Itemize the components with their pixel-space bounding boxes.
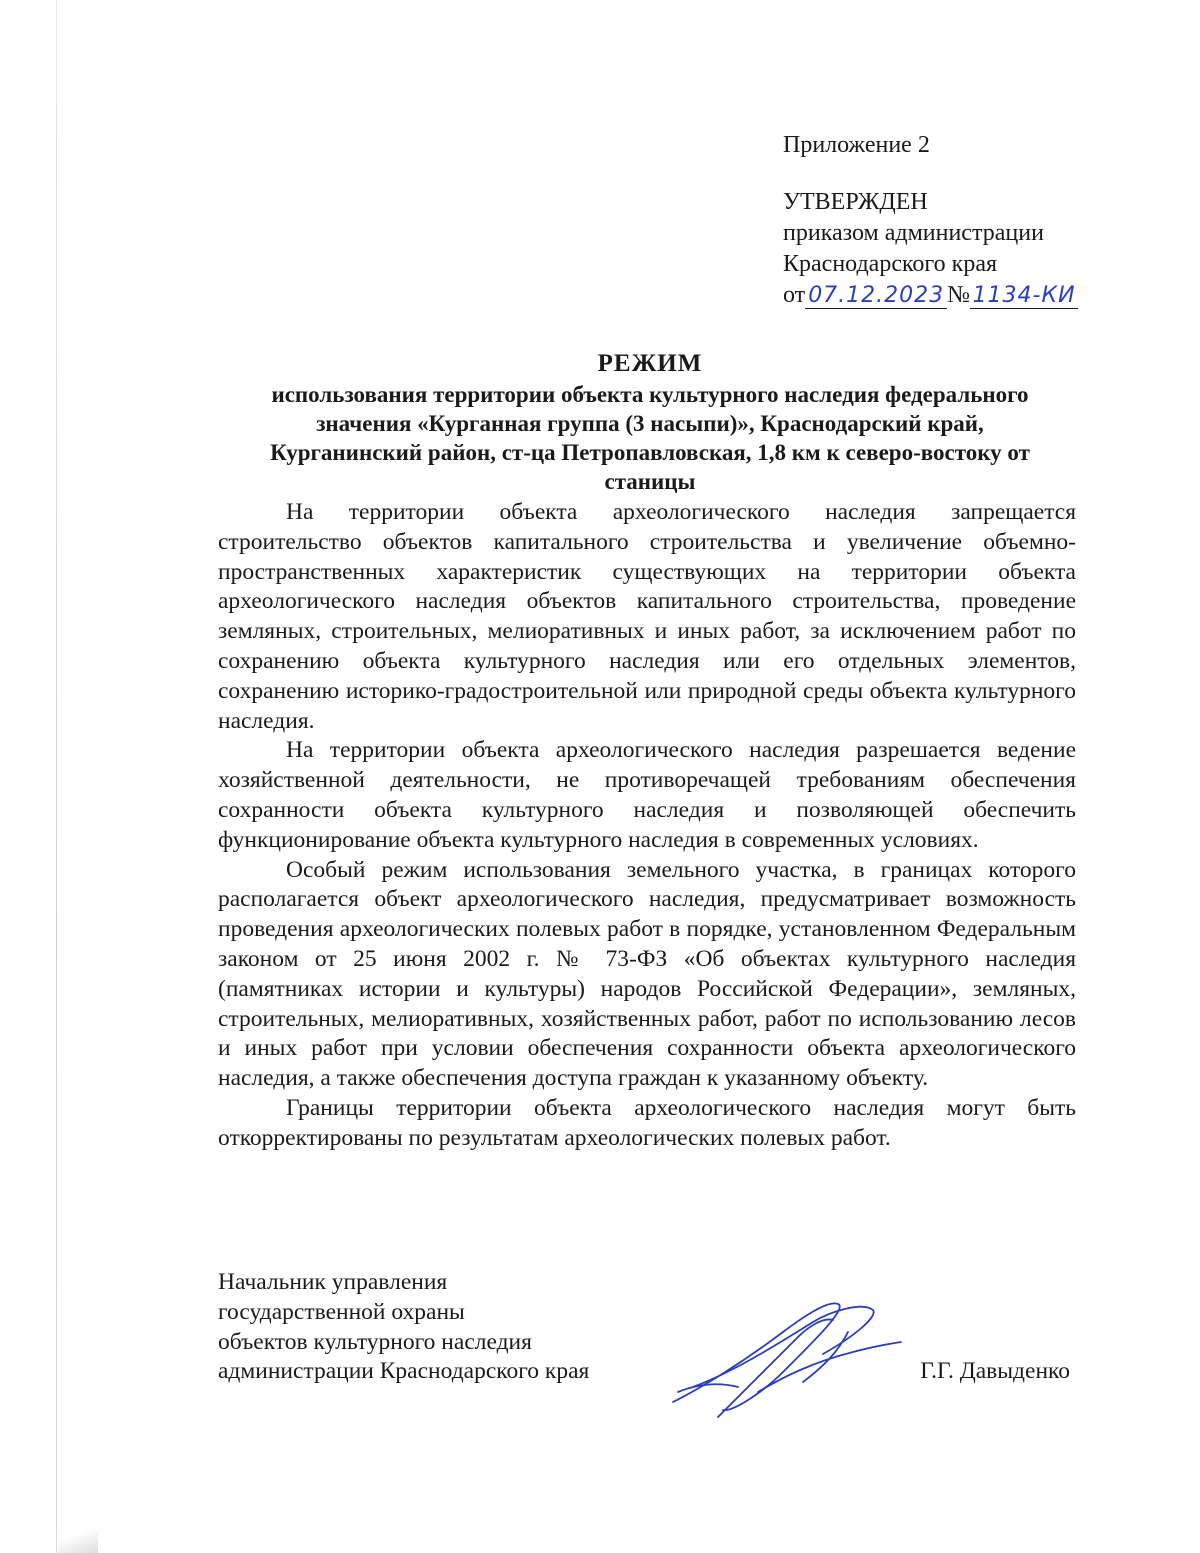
- scan-corner-shadow: [58, 1523, 98, 1553]
- paragraph-prohibitions: На территории объекта археологического наследия запрещается строительство объектов капитального строительства и увеличение объемно-пространственных характеристик существующих на территории объекта археологического наследия объектов капитального строительства, проведение земляных, строительных, мелиоративных и иных работ, за исключением работ по сохранению объекта культурного наследия или его отдельных элементов, сохранению историко-градостроительной или природной среды объекта культурного наследия.: [218, 499, 1076, 734]
- signer-name: Г.Г. Давыденко: [920, 1358, 1070, 1384]
- paragraph-special-regime: Особый режим использования земельного участка, в границах которого располагается объект археологического наследия, предусматривает возможность проведения археологических полевых работ в порядке, установленном Федеральным законом от 25 июня 2002 г. № 73-ФЗ «Об объектах культурного наследия (памятниках истории и культуры) народов Российской Федерации», земляных, строительных, мелиоративных, хозяйственных работ, работ по использованию лесов и иных работ при условии обеспечения сохранности объекта археологического наследия, а также обеспечения доступа граждан к указанному объекту.: [218, 856, 1076, 1092]
- number-prefix: №: [947, 282, 971, 308]
- title-sub-line-1: использования территории объекта культурного наследия федерального: [271, 382, 1029, 407]
- signer-title-line-2: государственной охраны: [218, 1298, 465, 1325]
- order-number-handwritten: 1134-КИ: [970, 284, 1078, 309]
- document-body: [218, 498, 1076, 1154]
- date-prefix: от: [783, 282, 806, 308]
- order-date-handwritten: 07.12.2023: [805, 284, 947, 309]
- signer-title-line-4: администрации Краснодарского края: [218, 1358, 590, 1385]
- appendix-label: Приложение 2: [783, 132, 930, 158]
- order-date-line: [783, 280, 1183, 311]
- scan-edge: [56, 0, 57, 1553]
- order-line-1: приказом администрации: [783, 220, 1044, 246]
- title-sub-line-3: Курганинский район, ст-ца Петропавловская, 1,8 км к северо-востоку от: [270, 440, 1030, 465]
- paragraph-permissions: На территории объекта археологического наследия разрешается ведение хозяйственной деятельности, не противоречащей требованиям обеспечения сохранности объекта культурного наследия и позволяющей обеспечить функционирование объекта культурного наследия в современных условиях.: [218, 737, 1076, 853]
- document-title: РЕЖИМ: [597, 350, 703, 377]
- title-sub-line-2: значения «Курганная группа (3 насыпи)», Краснодарский край,: [316, 411, 984, 436]
- signer-title-line-3: объектов культурного наследия: [218, 1328, 532, 1355]
- approved-label: УТВЕРЖДЕН: [783, 189, 928, 215]
- signer-title-line-1: Начальник управления: [218, 1269, 448, 1295]
- approval-stamp-block: [783, 130, 1183, 311]
- handwritten-signature: [663, 1292, 903, 1422]
- order-line-2: Краснодарского края: [783, 251, 998, 277]
- signature-block: [218, 1268, 1078, 1418]
- paragraph-boundaries: Границы территории объекта археологического наследия могут быть откорректированы по результатам археологических полевых работ.: [218, 1094, 1076, 1151]
- document-title-block: [215, 348, 1085, 496]
- title-sub-line-4: станицы: [604, 469, 696, 494]
